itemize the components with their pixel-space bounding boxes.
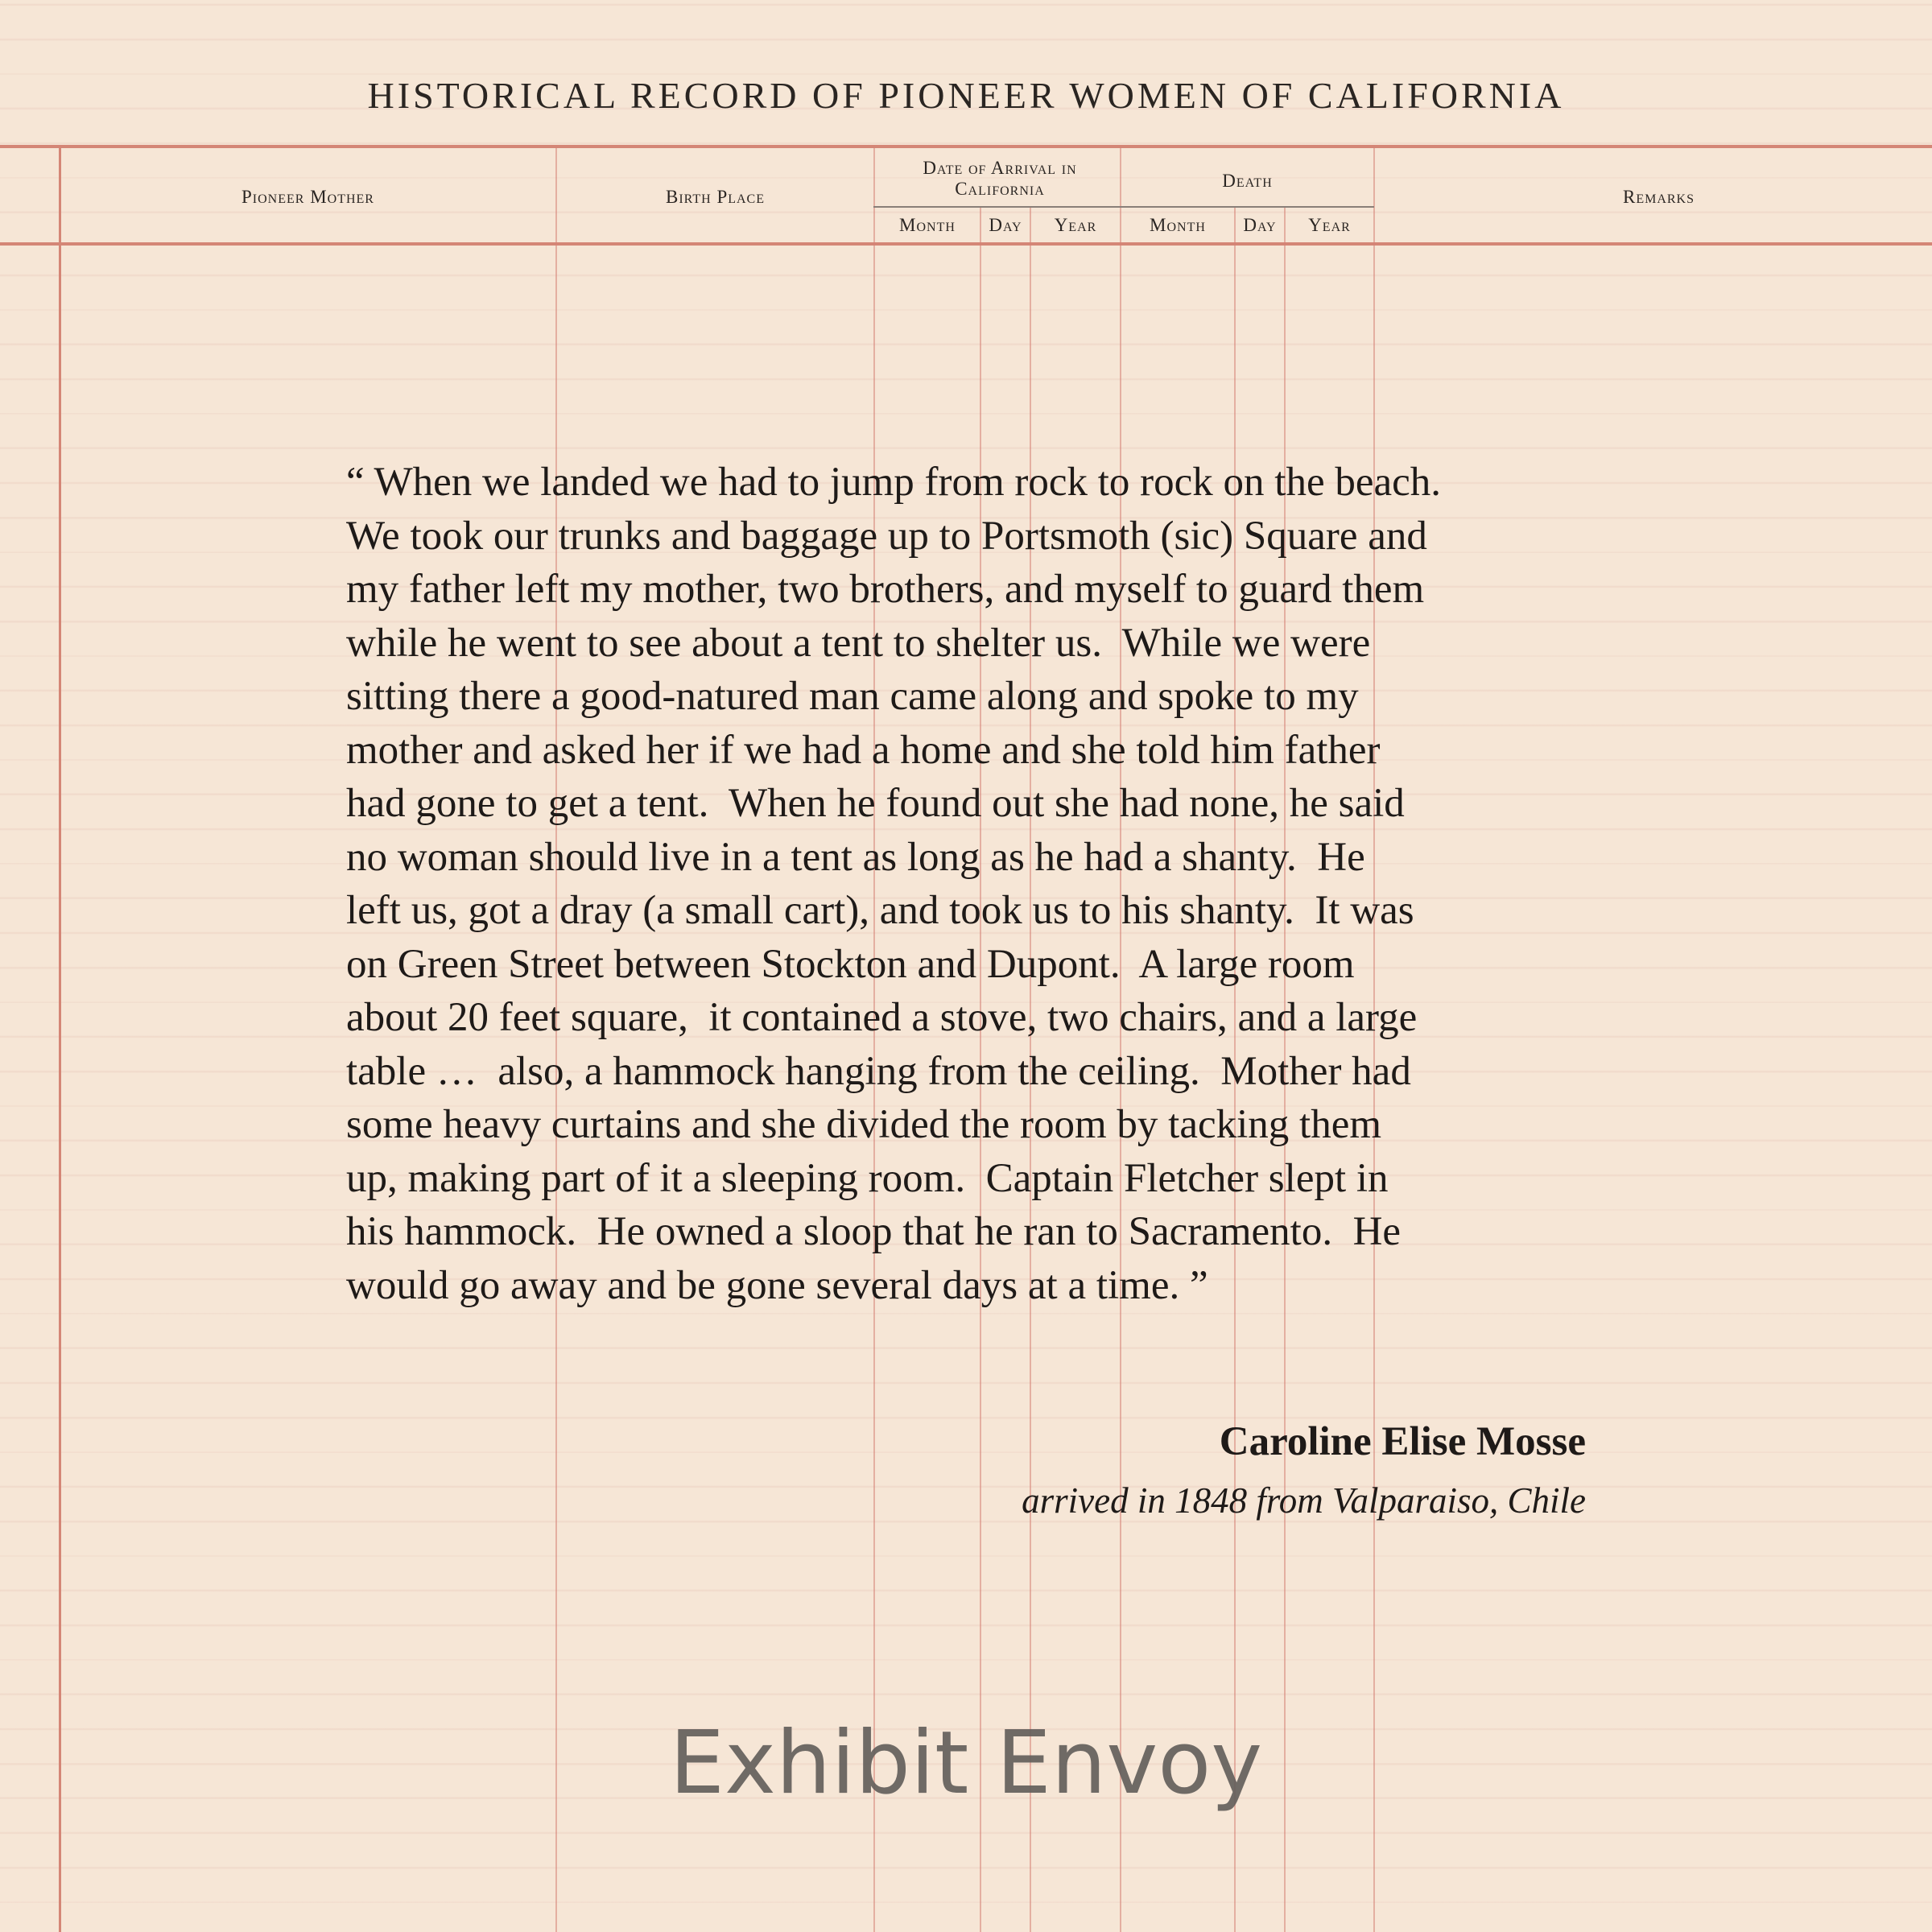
quote-line: sitting there a good-natured man came along and spoke to my bbox=[346, 674, 1359, 719]
col-header-death: Death bbox=[1222, 171, 1273, 191]
col-header-pioneer-mother: Pioneer Mother bbox=[242, 187, 374, 207]
subheader-rule bbox=[873, 206, 1374, 208]
ledger-margin-rule bbox=[59, 147, 61, 1932]
attribution-name: Caroline Elise Mosse bbox=[1219, 1419, 1586, 1464]
quote-line: “ When we landed we had to jump from rock to rock on the beach. bbox=[346, 460, 1442, 505]
quote-line: left us, got a dray (a small cart), and took us to his shanty. It was bbox=[346, 888, 1414, 933]
col-header-arrival: Date of Arrival in California bbox=[923, 158, 1077, 199]
col-header-remarks: Remarks bbox=[1622, 187, 1695, 207]
quote-line: had gone to get a tent. When he found out she had none, he said bbox=[346, 781, 1405, 826]
col-header-death-month: Month bbox=[1150, 215, 1206, 235]
ledger-header-bottom-rule bbox=[0, 242, 1932, 246]
quote-text bbox=[346, 456, 1602, 1312]
col-header-death-day: Day bbox=[1243, 215, 1277, 235]
col-header-arrival-day: Day bbox=[989, 215, 1022, 235]
quote-line: while he went to see about a tent to shelter us. While we were bbox=[346, 620, 1371, 666]
attribution-detail: arrived in 1848 from Valparaiso, Chile bbox=[1022, 1480, 1586, 1521]
quote-line: my father left my mother, two brothers, and myself to guard them bbox=[346, 567, 1425, 612]
ledger-top-rule bbox=[0, 145, 1932, 148]
col-header-birth-place: Birth Place bbox=[665, 187, 766, 207]
quote-line: about 20 feet square, it contained a stove, two chairs, and a large bbox=[346, 995, 1418, 1040]
quote-line: some heavy curtains and she divided the room by tacking them bbox=[346, 1102, 1382, 1147]
quote-line: We took our trunks and baggage up to Portsmoth (sic) Square and bbox=[346, 513, 1427, 559]
quote-line: up, making part of it a sleeping room. Captain Fletcher slept in bbox=[346, 1155, 1389, 1201]
quote-line: table … also, a hammock hanging from the ceiling. Mother had bbox=[346, 1048, 1411, 1094]
quote-line: mother and asked her if we had a home and she told him father bbox=[346, 727, 1381, 773]
quote-line: his hammock. He owned a sloop that he ran to Sacramento. He bbox=[346, 1209, 1402, 1254]
col-header-arrival-month: Month bbox=[899, 215, 956, 235]
col-header-death-year: Year bbox=[1308, 215, 1351, 235]
watermark: Exhibit Envoy bbox=[669, 1713, 1263, 1814]
quote-line: would go away and be gone several days at a time. ” bbox=[346, 1262, 1208, 1308]
quote-line: on Green Street between Stockton and Dupont. A large room bbox=[346, 941, 1355, 987]
page-title: HISTORICAL RECORD OF PIONEER WOMEN OF CALIFORNIA bbox=[367, 75, 1565, 116]
col-header-arrival-year: Year bbox=[1054, 215, 1097, 235]
quote-line: no woman should live in a tent as long as he had a shanty. He bbox=[346, 834, 1365, 880]
